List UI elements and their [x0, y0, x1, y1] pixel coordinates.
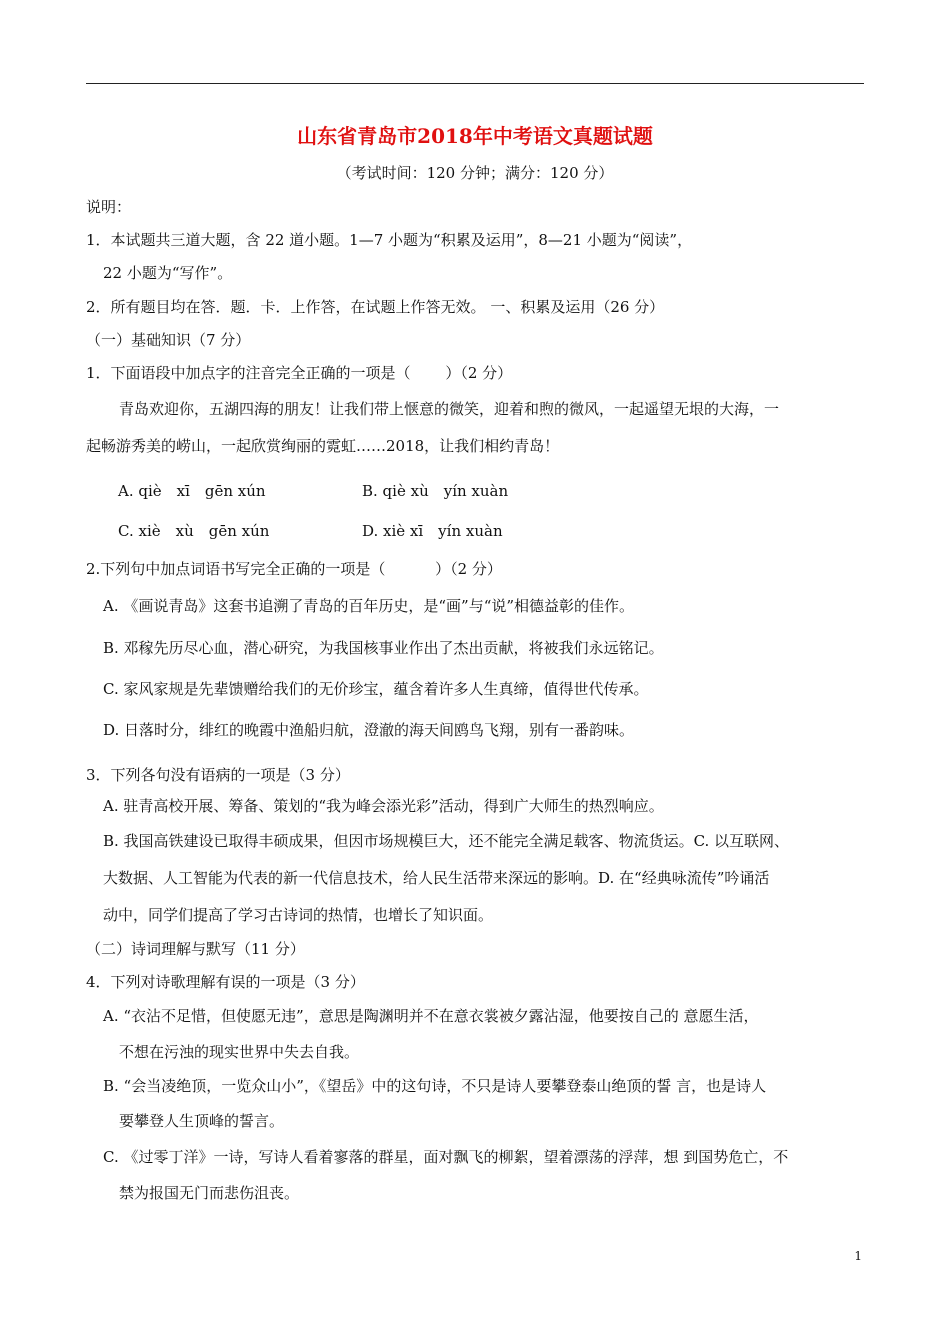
section-2-heading: （二）诗词理解与默写（11 分）	[86, 940, 305, 958]
q2-option-d: D. 日落时分，绯红的晚霞中渔船归航，澄澈的海天间鸥鸟飞翔，别有一番韵味。	[103, 721, 635, 739]
q2-option-c: C. 家风家规是先辈馈赠给我们的无价珍宝，蕴含着许多人生真缔，值得世代传承。	[103, 680, 649, 698]
q2-option-b: B. 邓稼先历尽心血，潜心研究，为我国核事业作出了杰出贡献，将被我们永远铭记。	[103, 639, 664, 657]
q2-option-a: A. 《画说青岛》这套书追溯了青岛的百年历史，是“画”与“说”相德益彰的佳作。	[103, 597, 635, 615]
note-1-line-1: 1．本试题共三道大题，含 22 道小题。1—7 小题为“积累及运用”，8—21 小题为“阅读”，	[86, 231, 693, 249]
header-rule	[86, 83, 864, 84]
q2-stem: 2.下列句中加点词语书写完全正确的一项是（ ）（2 分）	[86, 560, 502, 578]
q4-option-c-line-1: C. 《过零丁洋》一诗，写诗人看着寥落的群星，面对飘飞的柳絮，望着漂荡的浮萍，想 到国势危亡，不	[103, 1148, 789, 1166]
q1-stem: 1．下面语段中加点字的注音完全正确的一项是（ ）（2 分）	[86, 364, 513, 382]
q1-option-b: B. qiè xù yín xuàn	[362, 482, 509, 500]
q1-option-c: C. xiè xù gēn xún	[118, 522, 270, 540]
q4-option-a-line-1: A. “衣沾不足惜，但使愿无违”，意思是陶渊明并不在意衣裳被夕露沾湿，他要按自己的 意愿生活，	[103, 1007, 759, 1025]
q4-option-b-line-2: 要攀登人生顶峰的誓言。	[119, 1112, 285, 1130]
q3-line-4: 动中，同学们提高了学习古诗词的热情，也增长了知识面。	[103, 906, 494, 924]
q3-stem: 3．下列各句没有语病的一项是（3 分）	[86, 766, 350, 784]
q3-line-2: B. 我国高铁建设已取得丰硕成果，但因市场规模巨大，还不能完全满足载客、物流货运。C. 以互联网、	[103, 832, 790, 850]
exam-info: （考试时间：120 分钟；满分：120 分）	[336, 164, 614, 182]
note-2: 2．所有题目均在答．题．卡．上作答，在试题上作答无效。 一、积累及运用（26 分）	[86, 298, 665, 316]
q4-option-c-line-2: 禁为报国无门而悲伤沮丧。	[119, 1184, 300, 1202]
q4-option-b-line-1: B. “会当凌绝顶，一览众山小”，《望岳》中的这句诗，不只是诗人要攀登泰山绝顶的誓 言，也是诗人	[103, 1077, 767, 1095]
q1-passage-line-2: 起畅游秀美的崂山，一起欣赏绚丽的霓虹……2018，让我们相约青岛！	[86, 437, 560, 455]
q3-option-a: A. 驻青高校开展、筹备、策划的“我为峰会添光彩”活动，得到广大师生的热烈响应。	[103, 797, 664, 815]
q1-option-d: D. xiè xī yín xuàn	[362, 522, 503, 540]
page-number: 1	[854, 1249, 862, 1263]
q1-passage-line-1: 青岛欢迎你，五湖四海的朋友！让我们带上惬意的微笑，迎着和煦的微风，一起遥望无垠的大海，一	[119, 400, 780, 418]
note-1-line-2: 22 小题为“写作”。	[103, 264, 233, 282]
page-title: 山东省青岛市2018年中考语文真题试题	[297, 124, 653, 148]
q4-option-a-line-2: 不想在污浊的现实世界中失去自我。	[119, 1043, 360, 1061]
q1-option-a: A. qiè xī gēn xún	[118, 482, 266, 500]
section-1-heading: （一）基础知识（7 分）	[86, 331, 251, 349]
notes-heading: 说明：	[86, 198, 132, 216]
q4-stem: 4．下列对诗歌理解有误的一项是（3 分）	[86, 973, 365, 991]
q3-line-3: 大数据、人工智能为代表的新一代信息技术，给人民生活带来深远的影响。D. 在“经典咏流传”吟诵活	[103, 869, 770, 887]
